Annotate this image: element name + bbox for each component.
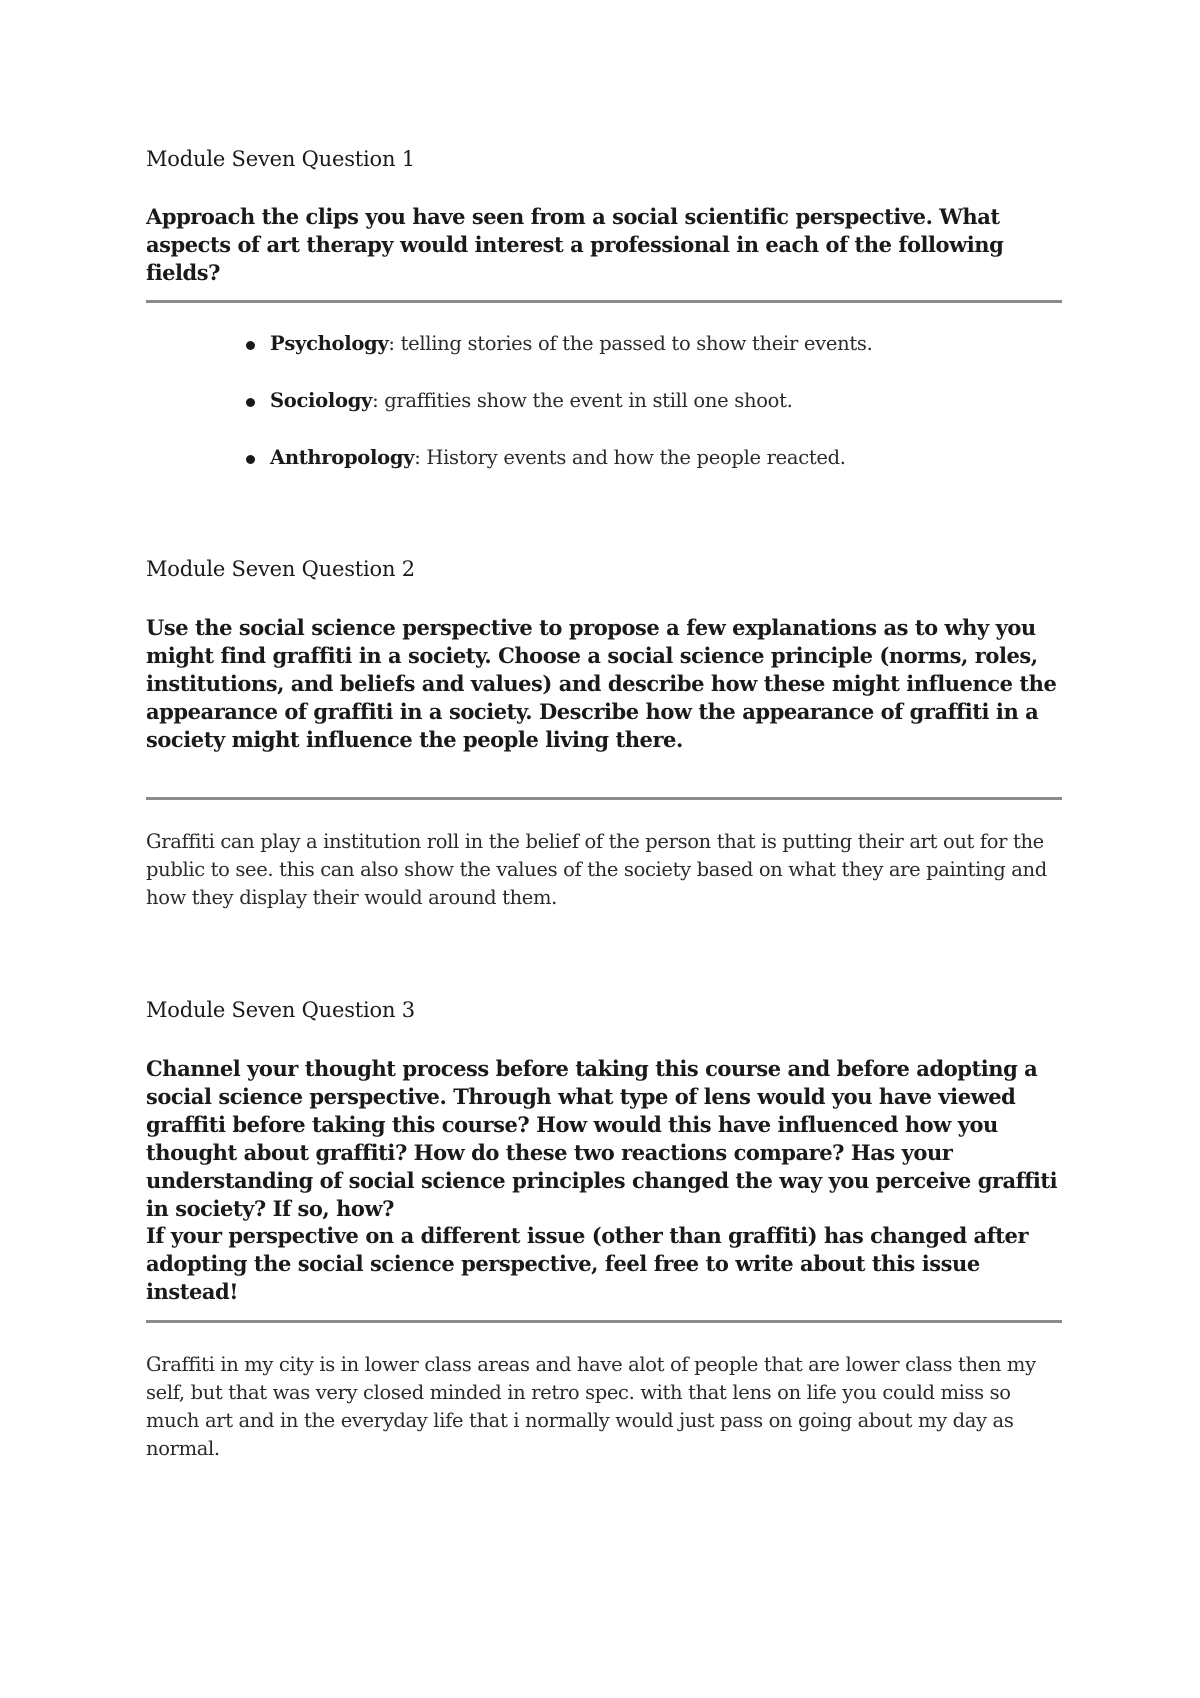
- field-answer: : telling stories of the passed to show their events.: [388, 332, 873, 355]
- list-item: [246, 444, 1046, 501]
- bullet-icon: [246, 455, 255, 464]
- list-item: [246, 387, 1046, 444]
- question-2-answer: Graffiti can play a institution roll in the belief of the person that is putting their art out for the public to see. this can also show the values of the society based on what they are painting and how they display their would around them.: [146, 830, 1047, 909]
- question-2-divider: [146, 797, 1062, 800]
- field-name: Anthropology: [270, 446, 415, 469]
- question-1-divider: [146, 300, 1062, 303]
- question-2-prompt: Use the social science perspective to propose a few explanations as to why you might find graffiti in a society. Choose a social science principle (norms, roles, institutions, and beliefs and values) and describe how these might influence the appearance of graffiti in a society. Describe how the appearance of graffiti in a society might influence the people living there.: [146, 615, 1057, 752]
- question-3-divider: [146, 1320, 1062, 1323]
- field-name: Psychology: [270, 332, 389, 355]
- field-answer: : graffities show the event in still one shoot.: [372, 389, 793, 412]
- question-2-heading: Module Seven Question 2: [146, 557, 415, 581]
- bullet-icon: [246, 341, 255, 350]
- field-name: Sociology: [270, 389, 373, 412]
- question-3-answer: Graffiti in my city is in lower class areas and have alot of people that are lower class then my self, but that was very closed minded in retro spec. with that lens on life you could miss so much art and in the everyday life that i normally would just pass on going about my day as normal.: [146, 1353, 1036, 1460]
- question-1-prompt: Approach the clips you have seen from a social scientific perspective. What aspects of art therapy would interest a professional in each of the following fields?: [146, 204, 1004, 285]
- question-3-heading: Module Seven Question 3: [146, 998, 415, 1022]
- question-1-field-list: [246, 330, 1046, 501]
- question-3-prompt-note: If your perspective on a different issue (other than graffiti) has changed after adopting the social science perspective, feel free to write about this issue instead!: [146, 1223, 1029, 1304]
- bullet-icon: [246, 398, 255, 407]
- field-answer: : History events and how the people reacted.: [414, 446, 846, 469]
- list-item: [246, 330, 1046, 387]
- question-1-heading: Module Seven Question 1: [146, 147, 415, 171]
- question-3-prompt: Channel your thought process before taking this course and before adopting a social science perspective. Through what type of lens would you have viewed graffiti before taking this course? How would this have influenced how you thought about graffiti? How do these two reactions compare? Has your understanding of social science principles changed the way you perceive graffiti in society? If so, how?: [146, 1056, 1058, 1221]
